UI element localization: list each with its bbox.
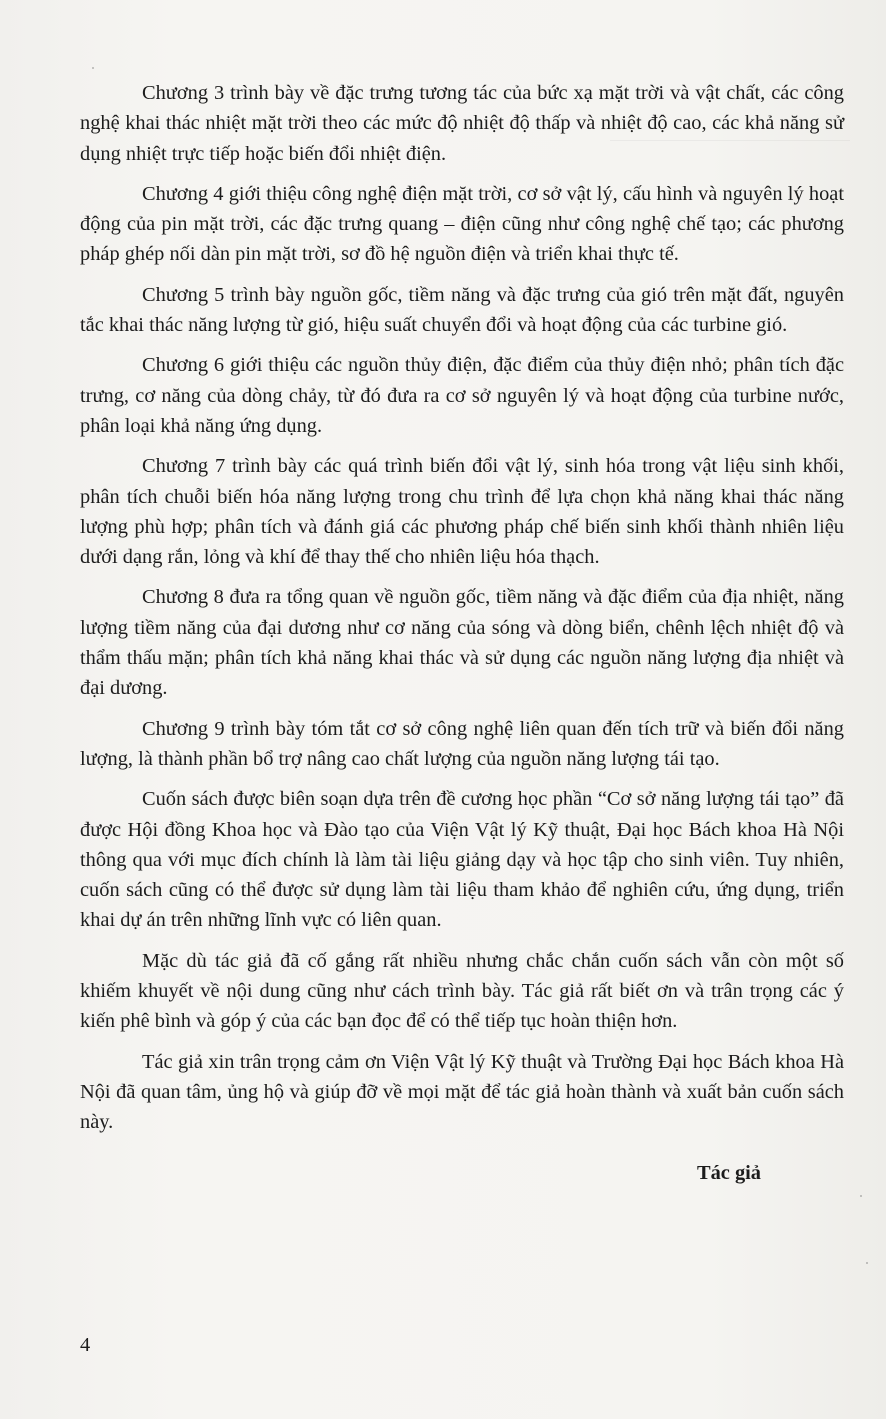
paragraph-chapter-9: Chương 9 trình bày tóm tắt cơ sở công nghệ liên quan đến tích trữ và biến đổi năng lượng, là thành phần bổ trợ nâng cao chất lượng của nguồn năng lượng tái tạo. (80, 717, 844, 770)
paper-speck (860, 1195, 862, 1197)
paragraph-chapter-8: Chương 8 đưa ra tổng quan về nguồn gốc, tiềm năng và đặc điểm của địa nhiệt, năng lượng tiềm năng của đại dương như cơ năng của sóng và dòng biển, chênh lệch nhiệt độ và thẩm thấu mặn; phân tích khả năng khai thác và sử dụng các nguồn năng lượng địa nhiệt và đại dương. (80, 586, 844, 700)
paper-speck (92, 67, 94, 69)
author-signature: Tác giả (697, 1162, 761, 1184)
page-number: 4 (80, 1334, 91, 1356)
paragraph-chapter-4: Chương 4 giới thiệu công nghệ điện mặt trời, cơ sở vật lý, cấu hình và nguyên lý hoạt động của pin mặt trời, các đặc trưng quang – điện cũng như công nghệ chế tạo; các phương pháp ghép nối dàn pin mặt trời, sơ đồ hệ nguồn điện và triển khai thực tế. (80, 182, 844, 266)
paper-speck (866, 1262, 868, 1264)
paragraph-chapter-3: Chương 3 trình bày về đặc trưng tương tác của bức xạ mặt trời và vật chất, các công nghệ khai thác nhiệt mặt trời theo các mức độ nhiệt độ thấp và nhiệt độ cao, các khả năng sử dụng nhiệt trực tiếp hoặc biến đổi nhiệt điện. (80, 82, 844, 165)
paragraph-chapter-7: Chương 7 trình bày các quá trình biến đổi vật lý, sinh hóa trong vật liệu sinh khối, phân tích chuỗi biến hóa năng lượng trong chu trình để lựa chọn khả năng khai thác năng lượng phù hợp; phân tích và đánh giá các phương pháp chế biến sinh khối thành nhiên liệu dưới dạng rắn, lỏng và khí để thay thế cho nhiên liệu hóa thạch. (80, 455, 844, 569)
paragraph-book-origin: Cuốn sách được biên soạn dựa trên đề cương học phần “Cơ sở năng lượng tái tạo” đã được Hội đồng Khoa học và Đào tạo của Viện Vật lý Kỹ thuật, Đại học Bách khoa Hà Nội thông qua với mục đích chính là làm tài liệu giảng dạy và học tập cho sinh viên. Tuy nhiên, cuốn sách cũng có thể được sử dụng làm tài liệu tham khảo để nghiên cứu, ứng dụng, triển khai dự án trên những lĩnh vực có liên quan. (80, 788, 844, 932)
paragraph-apology: Mặc dù tác giả đã cố gắng rất nhiều nhưng chắc chắn cuốn sách vẫn còn một số khiếm khuyết về nội dung cũng như cách trình bày. Tác giả rất biết ơn và trân trọng các ý kiến phê bình và góp ý của các bạn đọc để có thể tiếp tục hoàn thiện hơn. (80, 949, 844, 1033)
body-text (80, 78, 844, 1148)
paragraph-chapter-6: Chương 6 giới thiệu các nguồn thủy điện, đặc điểm của thủy điện nhỏ; phân tích đặc trưng, cơ năng của dòng chảy, từ đó đưa ra cơ sở nguyên lý và hoạt động của turbine nước, phân loại khả năng ứng dụng. (80, 354, 844, 437)
paragraph-thanks: Tác giả xin trân trọng cảm ơn Viện Vật lý Kỹ thuật và Trường Đại học Bách khoa Hà Nội đã quan tâm, ủng hộ và giúp đỡ về mọi mặt để tác giả hoàn thành và xuất bản cuốn sách này. (80, 1050, 844, 1134)
paragraph-chapter-5: Chương 5 trình bày nguồn gốc, tiềm năng và đặc trưng của gió trên mặt đất, nguyên tắc khai thác năng lượng từ gió, hiệu suất chuyển đổi và hoạt động của các turbine gió. (80, 283, 844, 337)
